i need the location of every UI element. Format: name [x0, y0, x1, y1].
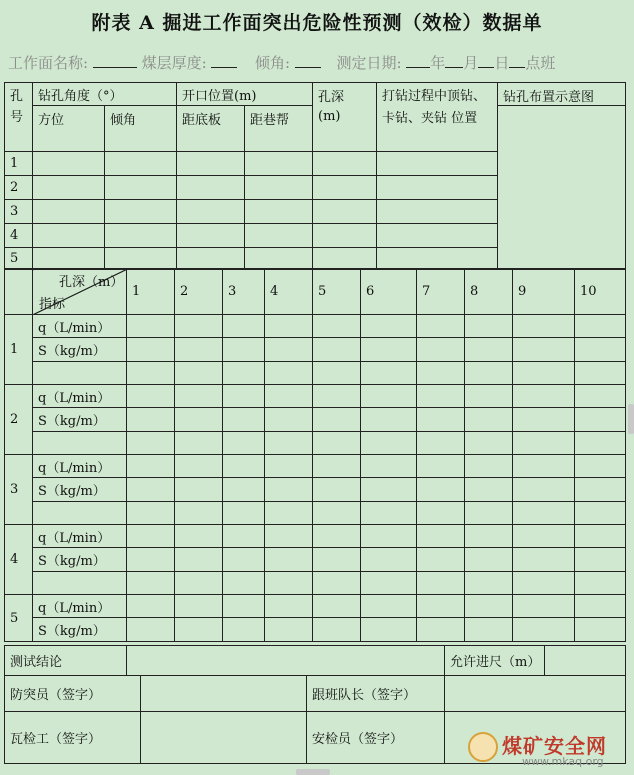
- s-label: S（kg/m）: [33, 408, 127, 432]
- value-cell[interactable]: [313, 478, 361, 502]
- value-cell[interactable]: [575, 315, 626, 338]
- value-cell[interactable]: [417, 572, 465, 595]
- value-cell[interactable]: [361, 455, 417, 478]
- value-cell[interactable]: [265, 478, 313, 502]
- q-label: q（L/min）: [33, 525, 127, 548]
- table-row: [5, 455, 626, 478]
- value-cell[interactable]: [265, 362, 313, 385]
- value-cell[interactable]: [361, 595, 417, 618]
- value-cell[interactable]: [361, 385, 417, 408]
- value-cell[interactable]: [513, 525, 575, 548]
- depth-col-9: 9: [513, 269, 575, 315]
- value-cell[interactable]: [175, 502, 223, 525]
- value-cell[interactable]: [127, 595, 175, 618]
- year-label: 年: [430, 54, 446, 72]
- value-cell[interactable]: [361, 548, 417, 572]
- value-cell[interactable]: [361, 408, 417, 432]
- value-cell[interactable]: [361, 315, 417, 338]
- value-cell[interactable]: [223, 408, 265, 432]
- value-cell[interactable]: [361, 572, 417, 595]
- diagram-header: 钻孔布置示意图: [498, 83, 626, 106]
- value-cell[interactable]: [465, 315, 513, 338]
- team-leader-signature[interactable]: [445, 676, 626, 712]
- s-label: S（kg/m）: [33, 548, 127, 572]
- value-cell[interactable]: [575, 385, 626, 408]
- depth-col-3: 3: [223, 269, 265, 315]
- value-cell[interactable]: [127, 525, 175, 548]
- dip-label: 倾角:: [255, 54, 291, 72]
- table-row: [5, 362, 626, 385]
- value-cell[interactable]: [223, 595, 265, 618]
- advance-field[interactable]: [545, 646, 626, 676]
- value-cell[interactable]: [465, 525, 513, 548]
- value-cell[interactable]: [313, 408, 361, 432]
- depth-col-2: 2: [175, 269, 223, 315]
- value-cell[interactable]: [313, 362, 361, 385]
- value-cell[interactable]: [361, 338, 417, 362]
- value-cell[interactable]: [575, 572, 626, 595]
- value-cell[interactable]: [223, 478, 265, 502]
- value-cell[interactable]: [575, 338, 626, 362]
- value-cell[interactable]: [175, 618, 223, 642]
- value-cell[interactable]: [223, 572, 265, 595]
- value-cell[interactable]: [175, 548, 223, 572]
- s-label: S（kg/m）: [33, 618, 127, 642]
- value-cell[interactable]: [465, 455, 513, 478]
- opening-header: 开口位置(m): [177, 83, 313, 106]
- value-cell[interactable]: [513, 618, 575, 642]
- table-row: 3: [5, 200, 626, 224]
- value-cell[interactable]: [313, 525, 361, 548]
- prevention-label: 防突员（签字）: [5, 676, 141, 712]
- value-cell[interactable]: [417, 502, 465, 525]
- to-floor-header: 距底板: [177, 106, 245, 152]
- value-cell[interactable]: [513, 478, 575, 502]
- logo-name: 煤矿安全网: [502, 734, 607, 758]
- value-cell[interactable]: [127, 408, 175, 432]
- value-cell[interactable]: [417, 385, 465, 408]
- value-cell[interactable]: [575, 478, 626, 502]
- value-cell[interactable]: [265, 385, 313, 408]
- value-cell[interactable]: [361, 618, 417, 642]
- table-row: [5, 525, 626, 548]
- value-cell[interactable]: [223, 362, 265, 385]
- value-cell[interactable]: [465, 478, 513, 502]
- value-cell[interactable]: [513, 572, 575, 595]
- hole-number: 1: [5, 315, 33, 385]
- value-cell[interactable]: [265, 595, 313, 618]
- value-cell[interactable]: [265, 502, 313, 525]
- value-cell[interactable]: [513, 548, 575, 572]
- measurement-table: [4, 268, 626, 642]
- value-cell[interactable]: [265, 572, 313, 595]
- value-cell[interactable]: [127, 362, 175, 385]
- value-cell[interactable]: [465, 548, 513, 572]
- diagram-area[interactable]: [498, 106, 626, 270]
- value-cell[interactable]: [513, 432, 575, 455]
- s-label: S（kg/m）: [33, 338, 127, 362]
- seam-thickness-field[interactable]: [211, 67, 237, 68]
- value-cell[interactable]: [223, 455, 265, 478]
- value-cell[interactable]: [313, 572, 361, 595]
- depth-col-5: 5: [313, 269, 361, 315]
- day-field[interactable]: [478, 67, 494, 68]
- value-cell[interactable]: [417, 362, 465, 385]
- s-label: S（kg/m）: [33, 478, 127, 502]
- hole-no-header: 孔号: [5, 83, 33, 152]
- value-cell[interactable]: [313, 432, 361, 455]
- prevention-signature[interactable]: [141, 676, 307, 712]
- safety-inspector-label: 安检员（签字）: [307, 712, 445, 764]
- value-cell[interactable]: [313, 455, 361, 478]
- value-cell[interactable]: [513, 408, 575, 432]
- value-cell[interactable]: [417, 478, 465, 502]
- table-row: [5, 572, 626, 595]
- value-cell[interactable]: [313, 502, 361, 525]
- q-label: q（L/min）: [33, 315, 127, 338]
- value-cell[interactable]: [417, 548, 465, 572]
- value-cell[interactable]: [417, 455, 465, 478]
- day-label: 日: [494, 54, 510, 72]
- value-cell[interactable]: [265, 455, 313, 478]
- value-cell[interactable]: [361, 362, 417, 385]
- value-cell[interactable]: [417, 618, 465, 642]
- value-cell[interactable]: [127, 432, 175, 455]
- value-cell[interactable]: [575, 548, 626, 572]
- resize-handle-right[interactable]: [628, 404, 634, 434]
- form-title: 附表 A 掘进工作面突出危险性预测（效检）数据单: [91, 12, 543, 34]
- face-name-field[interactable]: [93, 67, 137, 68]
- value-cell[interactable]: [513, 385, 575, 408]
- depth-header: 孔深 (m): [313, 83, 377, 152]
- azimuth-header: 方位: [33, 106, 105, 152]
- index-header: 指标: [39, 297, 66, 312]
- gas-inspector-label: 瓦检工（签字）: [5, 712, 141, 764]
- value-cell[interactable]: [175, 362, 223, 385]
- value-cell[interactable]: [313, 595, 361, 618]
- value-cell[interactable]: [223, 338, 265, 362]
- angle-header: 钻孔角度（°）: [33, 83, 177, 106]
- value-cell[interactable]: [265, 548, 313, 572]
- value-cell[interactable]: [175, 385, 223, 408]
- value-cell[interactable]: [265, 432, 313, 455]
- value-cell[interactable]: [417, 432, 465, 455]
- value-cell[interactable]: [465, 502, 513, 525]
- value-cell[interactable]: [223, 548, 265, 572]
- value-cell[interactable]: [175, 338, 223, 362]
- table-row: [5, 618, 626, 642]
- depth-col-1: 1: [127, 269, 175, 315]
- depth-col-4: 4: [265, 269, 313, 315]
- value-cell[interactable]: [175, 455, 223, 478]
- value-cell[interactable]: [175, 525, 223, 548]
- value-cell[interactable]: [127, 478, 175, 502]
- value-cell[interactable]: [175, 432, 223, 455]
- value-cell[interactable]: [575, 408, 626, 432]
- value-cell[interactable]: [465, 408, 513, 432]
- logo-url: www.mkaq.org: [522, 755, 604, 768]
- value-cell[interactable]: [417, 408, 465, 432]
- depth-col-6: 6: [361, 269, 417, 315]
- table-row: [5, 478, 626, 502]
- hole-number: 4: [5, 525, 33, 595]
- value-cell[interactable]: [313, 618, 361, 642]
- incline-header: 倾角: [105, 106, 177, 152]
- table-row: [5, 408, 626, 432]
- value-cell[interactable]: [575, 525, 626, 548]
- value-cell[interactable]: [127, 315, 175, 338]
- value-cell[interactable]: [575, 362, 626, 385]
- conclusion-field[interactable]: [127, 646, 445, 676]
- depth-header: 孔深（m）: [59, 275, 124, 290]
- table-row: [5, 385, 626, 408]
- value-cell[interactable]: [465, 362, 513, 385]
- seam-thickness-label: 煤层厚度:: [141, 54, 207, 72]
- value-cell[interactable]: [417, 595, 465, 618]
- value-cell[interactable]: [223, 385, 265, 408]
- value-cell[interactable]: [417, 338, 465, 362]
- value-cell[interactable]: [175, 595, 223, 618]
- value-cell[interactable]: [313, 385, 361, 408]
- resize-handle-bottom[interactable]: [296, 769, 330, 775]
- value-cell[interactable]: [313, 548, 361, 572]
- value-cell[interactable]: [265, 408, 313, 432]
- conclusion-label: 测试结论: [5, 646, 127, 676]
- value-cell[interactable]: [575, 502, 626, 525]
- hole-number: 5: [5, 595, 33, 642]
- hole-number: 3: [5, 455, 33, 525]
- value-cell[interactable]: [265, 618, 313, 642]
- depth-col-8: 8: [465, 269, 513, 315]
- value-cell[interactable]: [127, 548, 175, 572]
- date-label: 测定日期:: [336, 54, 402, 72]
- value-cell[interactable]: [175, 315, 223, 338]
- value-cell[interactable]: [465, 595, 513, 618]
- q-label: q（L/min）: [33, 455, 127, 478]
- value-cell[interactable]: [361, 432, 417, 455]
- value-cell[interactable]: [361, 502, 417, 525]
- value-cell[interactable]: [575, 455, 626, 478]
- logo-emblem-icon: [468, 732, 498, 762]
- value-cell[interactable]: [265, 338, 313, 362]
- table-row: [5, 548, 626, 572]
- value-cell[interactable]: [417, 525, 465, 548]
- info-line: [8, 52, 628, 73]
- value-cell[interactable]: [465, 572, 513, 595]
- value-cell[interactable]: [513, 455, 575, 478]
- value-cell[interactable]: [465, 432, 513, 455]
- q-label: q（L/min）: [33, 595, 127, 618]
- value-cell[interactable]: [127, 572, 175, 595]
- month-label: 月: [463, 54, 479, 72]
- value-cell[interactable]: [127, 502, 175, 525]
- advance-label: 允许进尺（m）: [445, 646, 545, 676]
- dip-field[interactable]: [295, 67, 321, 68]
- team-leader-label: 跟班队长（签字）: [307, 676, 445, 712]
- value-cell[interactable]: [513, 338, 575, 362]
- year-field[interactable]: [406, 67, 430, 68]
- value-cell[interactable]: [265, 315, 313, 338]
- value-cell[interactable]: [513, 502, 575, 525]
- drilling-header: 打钻过程中顶钻、卡钻、夹钻 位置: [377, 83, 498, 152]
- table-row: [5, 502, 626, 525]
- value-cell[interactable]: [575, 595, 626, 618]
- value-cell[interactable]: [127, 455, 175, 478]
- value-cell[interactable]: [175, 478, 223, 502]
- drill-hole-table: [4, 82, 626, 270]
- table-row: 4: [5, 224, 626, 248]
- value-cell[interactable]: [223, 432, 265, 455]
- gas-inspector-signature[interactable]: [141, 712, 307, 764]
- value-cell[interactable]: [223, 502, 265, 525]
- shift-label: 点班: [525, 54, 556, 72]
- shift-field[interactable]: [509, 67, 525, 68]
- table-row: [5, 338, 626, 362]
- value-cell[interactable]: [575, 432, 626, 455]
- q-label: q（L/min）: [33, 385, 127, 408]
- value-cell[interactable]: [175, 408, 223, 432]
- value-cell[interactable]: [223, 315, 265, 338]
- value-cell[interactable]: [465, 385, 513, 408]
- value-cell[interactable]: [417, 315, 465, 338]
- value-cell[interactable]: [465, 338, 513, 362]
- table-row: 2: [5, 176, 626, 200]
- value-cell[interactable]: [513, 362, 575, 385]
- value-cell[interactable]: [313, 315, 361, 338]
- table-row: 1: [5, 152, 626, 176]
- site-logo: [466, 730, 626, 772]
- table-row: 5: [5, 248, 626, 270]
- hole-number: 2: [5, 385, 33, 455]
- depth-col-7: 7: [417, 269, 465, 315]
- value-cell[interactable]: [223, 618, 265, 642]
- value-cell[interactable]: [513, 595, 575, 618]
- face-name-label: 工作面名称:: [8, 54, 89, 72]
- table-row: [5, 315, 626, 338]
- value-cell[interactable]: [265, 525, 313, 548]
- value-cell[interactable]: [313, 338, 361, 362]
- value-cell[interactable]: [465, 618, 513, 642]
- value-cell[interactable]: [361, 478, 417, 502]
- value-cell[interactable]: [127, 618, 175, 642]
- value-cell[interactable]: [175, 572, 223, 595]
- month-field[interactable]: [445, 67, 463, 68]
- value-cell[interactable]: [361, 525, 417, 548]
- value-cell[interactable]: [513, 315, 575, 338]
- depth-index-header: [33, 269, 127, 315]
- value-cell[interactable]: [223, 525, 265, 548]
- value-cell[interactable]: [575, 618, 626, 642]
- value-cell[interactable]: [127, 338, 175, 362]
- depth-col-10: 10: [575, 269, 626, 315]
- to-rib-header: 距巷帮: [245, 106, 313, 152]
- table-row: [5, 432, 626, 455]
- value-cell[interactable]: [127, 385, 175, 408]
- table-row: [5, 595, 626, 618]
